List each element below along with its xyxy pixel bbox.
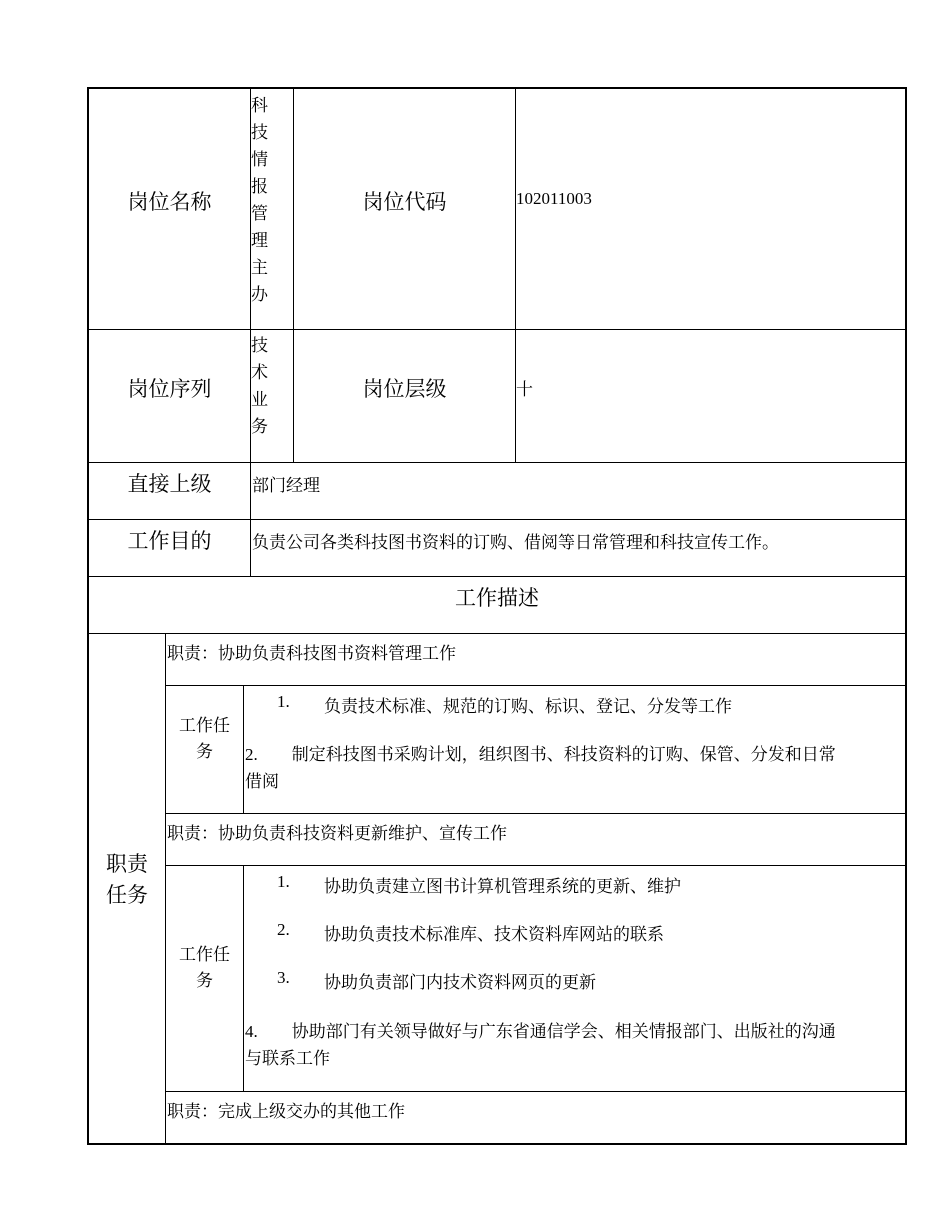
purpose-label: 工作目的 <box>127 529 212 553</box>
rule-row4 <box>87 576 907 577</box>
duties-label-line1: 职责 <box>106 852 148 876</box>
duty2-task2-num: 2. <box>277 920 290 939</box>
col-rule-mid2 <box>515 87 516 463</box>
frame-right <box>905 87 907 1145</box>
position-code-value: 102011003 <box>516 189 592 208</box>
frame-top <box>87 87 907 89</box>
description-header: 工作描述 <box>455 586 539 610</box>
duty2-task3-text: 协助负责部门内技术资料网页的更新 <box>324 973 596 992</box>
position-code-label: 岗位代码 <box>362 190 447 214</box>
duty-1: 职责：协助负责科技图书资料管理工作 <box>167 644 456 663</box>
sequence-value: 技术业务 <box>251 336 268 436</box>
sequence-label: 岗位序列 <box>127 377 212 401</box>
duty2-task4-line1: 4. 协助部门有关领导做好与广东省通信学会、相关情报部门、出版社的沟通 <box>245 1022 836 1041</box>
rule-row2 <box>87 462 907 463</box>
position-name-label: 岗位名称 <box>127 190 212 214</box>
duty1-task1-num: 1. <box>277 692 290 711</box>
task-label-1-line1: 工作任 <box>179 716 230 735</box>
level-value: 十 <box>516 380 533 399</box>
position-name-value: 科技情报管理主办 <box>251 96 268 304</box>
task-label-1 <box>166 713 243 765</box>
task-label-2-line2: 务 <box>196 971 213 990</box>
duty2-task4-line2: 与联系工作 <box>245 1049 330 1068</box>
supervisor-label: 直接上级 <box>127 472 212 496</box>
rule-duty2 <box>165 865 907 866</box>
duty1-task2-line1: 2. 制定科技图书采购计划，组织图书、科技资料的订购、保管、分发和日常 <box>245 745 836 764</box>
duty-3: 职责：完成上级交办的其他工作 <box>167 1102 405 1121</box>
task-label-1-line2: 务 <box>196 742 213 761</box>
rule-row3 <box>87 519 907 520</box>
duty2-task2-text: 协助负责技术标准库、技术资料库网站的联系 <box>324 925 664 944</box>
rule-tasks2 <box>165 1091 907 1092</box>
duty1-task2-line2: 借阅 <box>245 772 279 791</box>
duties-label-line2: 任务 <box>106 883 148 907</box>
task-label-2 <box>166 942 243 994</box>
duty2-task1-text: 协助负责建立图书计算机管理系统的更新、维护 <box>324 877 681 896</box>
supervisor-value: 部门经理 <box>252 476 320 495</box>
duty2-task1-num: 1. <box>277 872 290 891</box>
rule-row5 <box>87 633 907 634</box>
col-rule-task2 <box>243 865 244 1092</box>
col-rule-task1 <box>243 685 244 814</box>
frame-left <box>87 87 89 1145</box>
rule-row1 <box>87 329 907 330</box>
col-rule-duties <box>165 633 166 1145</box>
purpose-value: 负责公司各类科技图书资料的订购、借阅等日常管理和科技宣传工作。 <box>252 533 779 552</box>
col-rule-mid1 <box>293 87 294 463</box>
rule-duty1 <box>165 685 907 686</box>
duty-2: 职责：协助负责科技资料更新维护、宣传工作 <box>167 824 507 843</box>
frame-bottom <box>87 1143 907 1145</box>
level-label: 岗位层级 <box>362 377 447 401</box>
duty1-task1-text: 负责技术标准、规范的订购、标识、登记、分发等工作 <box>324 697 732 716</box>
task-label-2-line1: 工作任 <box>179 945 230 964</box>
duties-label <box>89 849 165 911</box>
duty2-task3-num: 3. <box>277 968 290 987</box>
rule-tasks1 <box>165 813 907 814</box>
